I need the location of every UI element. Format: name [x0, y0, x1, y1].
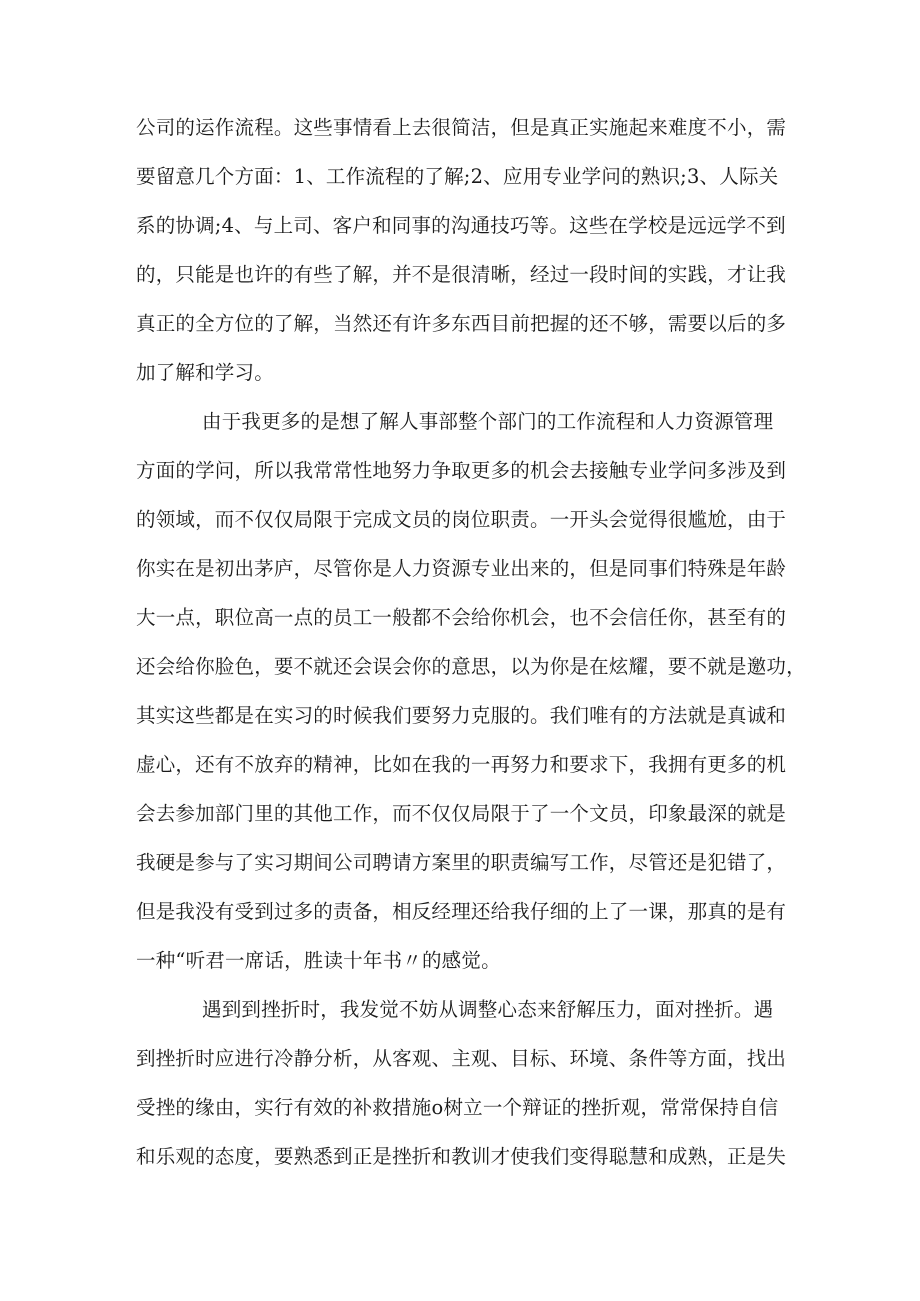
paragraph-2-line-2: 方面的学问，所以我常常性地努力争取更多的机会去接触专业学问多涉及到 [136, 459, 787, 482]
paragraph-3-line-4: 和乐观的态度，要熟悉到正是挫折和教训才使我们变得聪慧和成熟，正是失 [136, 1145, 787, 1168]
paragraph-2-line-11: 但是我没有受到过多的责备，相反经理还给我仔细的上了一课，那真的是有 [136, 900, 787, 923]
paragraph-2-line-9: 会去参加部门里的其他工作，而不仅仅局限于了一个文员，印象最深的就是 [136, 802, 787, 825]
paragraph-1-line-1: 公司的运作流程。这些事情看上去很简洁，但是真正实施起来难度不小，需 [136, 116, 787, 139]
paragraph-1-line-6: 加了解和学习。 [136, 361, 274, 384]
paragraph-2-line-4: 你实在是初出茅庐，尽管你是人力资源专业出来的，但是同事们特殊是年龄 [136, 557, 787, 580]
paragraph-3-line-1: 遇到到挫折时，我发觉不妨从调整心态来舒解压力，面对挫折。遇 [202, 998, 774, 1021]
paragraph-1-line-2: 要留意几个方面：1、工作流程的了解;2、应用专业学问的熟识;3、人际关 [136, 165, 779, 188]
paragraph-1-line-3: 系的协调;4、与上司、客户和同事的沟通技巧等。这些在学校是远远学不到 [136, 214, 786, 237]
paragraph-1-line-5: 真正的全方位的了解，当然还有许多东西目前把握的还不够，需要以后的多 [136, 312, 787, 335]
paragraph-3-line-2: 到挫折时应进行冷静分析，从客观、主观、目标、环境、条件等方面，找出 [136, 1047, 787, 1070]
paragraph-2-line-5: 大一点，职位高一点的员工一般都不会给你机会，也不会信任你，甚至有的 [136, 606, 787, 629]
paragraph-2-line-3: 的领域，而不仅仅局限于完成文员的岗位职责。一开头会觉得很尴尬，由于 [136, 508, 787, 531]
paragraph-1-line-4: 的，只能是也许的有些了解，并不是很清晰，经过一段时间的实践，才让我 [136, 263, 787, 286]
paragraph-2-line-6: 还会给你脸色，要不就还会误会你的意思，以为你是在炫耀，要不就是邀功， [136, 655, 806, 678]
paragraph-2-line-1: 由于我更多的是想了解人事部整个部门的工作流程和人力资源管理 [202, 410, 774, 433]
paragraph-2-line-10: 我硬是参与了实习期间公司聘请方案里的职责编写工作，尽管还是犯错了， [136, 851, 787, 874]
paragraph-2-line-7: 其实这些都是在实习的时候我们要努力克服的。我们唯有的方法就是真诚和 [136, 704, 787, 727]
paragraph-2-line-12: 一种“听君一席话，胜读十年书〃的感觉。 [136, 949, 501, 972]
paragraph-2-line-8: 虚心，还有不放弃的精神，比如在我的一再努力和要求下，我拥有更多的机 [136, 753, 787, 776]
paragraph-3-line-3: 受挫的缘由，实行有效的补救措施o树立一个辩证的挫折观，常常保持自信 [136, 1096, 779, 1119]
